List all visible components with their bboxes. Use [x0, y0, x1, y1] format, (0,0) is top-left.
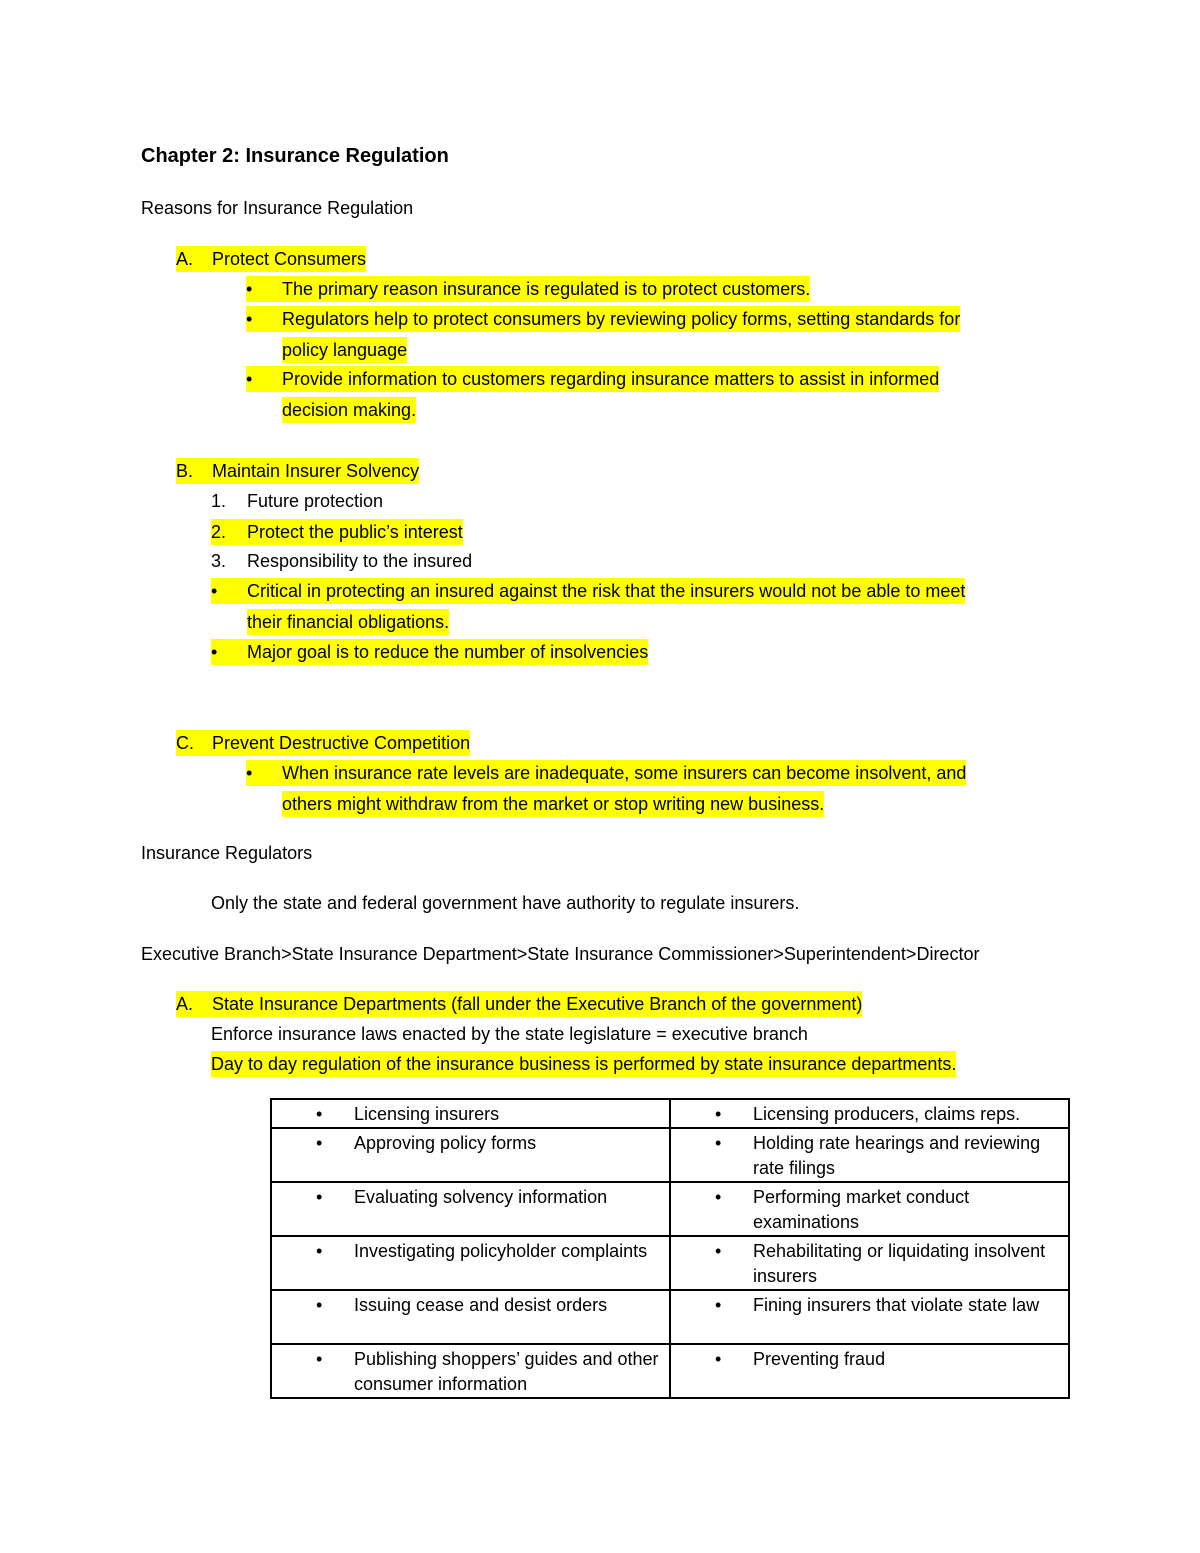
table-cell [670, 1290, 1069, 1344]
item-label: Prevent Destructive Competition [212, 733, 471, 753]
table-cell [670, 1128, 1069, 1182]
table-row [271, 1344, 1069, 1398]
bullet-icon: • [715, 1241, 722, 1261]
bullet-icon: • [211, 578, 247, 604]
list-marker: A. [176, 249, 194, 269]
item-label: Protect Consumers [212, 249, 367, 269]
table-cell [271, 1236, 670, 1290]
numbered-item [211, 519, 463, 545]
table-cell [271, 1290, 670, 1344]
item-label: State Insurance Departments (fall under the Executive Branch of the government) [212, 994, 863, 1014]
cell-text: Licensing producers, claims reps. [753, 1104, 1021, 1124]
cell-text: Issuing cease and desist orders [354, 1295, 608, 1315]
bullet-text: Regulators help to protect consumers by reviewing policy forms, setting standards for [282, 306, 960, 332]
cell-text: Rehabilitating or liquidating insolvent insurers [753, 1241, 1046, 1286]
bullet-icon: • [715, 1295, 722, 1315]
bullet-icon: • [246, 276, 282, 302]
list-marker: A. [176, 994, 194, 1014]
list-marker: C. [176, 733, 194, 753]
list-marker: B. [176, 461, 194, 481]
cell-text: Approving policy forms [354, 1133, 537, 1153]
item-a-protect-consumers [176, 246, 366, 272]
bullet-icon: • [715, 1349, 722, 1369]
bullet-text-continued: their financial obligations. [247, 609, 449, 635]
bullet-text: The primary reason insurance is regulated is to protect customers. [282, 276, 810, 302]
bullet-icon: • [316, 1241, 323, 1261]
table-cell [271, 1182, 670, 1236]
hierarchy-chain: Executive Branch>State Insurance Department>State Insurance Commissioner>Superintendent>Director [141, 944, 980, 964]
department-duties-table [270, 1098, 1070, 1399]
bullet-text-continued: decision making. [282, 397, 416, 423]
table-cell [271, 1128, 670, 1182]
cell-text: Holding rate hearings and reviewing rate filings [753, 1133, 1041, 1178]
enforcement-line: Enforce insurance laws enacted by the state legislature = executive branch [211, 1024, 808, 1044]
section-heading-reasons: Reasons for Insurance Regulation [141, 198, 414, 218]
bullet-text: When insurance rate levels are inadequate, some insurers can become insolvent, and [282, 760, 966, 786]
regulation-line: Day to day regulation of the insurance business is performed by state insurance departments. [211, 1051, 956, 1077]
cell-text: Publishing shoppers’ guides and other consumer information [354, 1349, 659, 1394]
bullet-icon: • [316, 1187, 323, 1207]
table-row [271, 1182, 1069, 1236]
table-cell [670, 1236, 1069, 1290]
numbered-text: Future protection [247, 491, 384, 511]
cell-text: Licensing insurers [354, 1104, 500, 1124]
cell-text: Evaluating solvency information [354, 1187, 608, 1207]
bullet-icon: • [715, 1104, 722, 1124]
bullet-text: Critical in protecting an insured against the risk that the insurers would not be able to meet [247, 578, 965, 604]
bullet-icon: • [316, 1104, 323, 1124]
bullet-text-continued: policy language [282, 337, 407, 363]
item-label: Maintain Insurer Solvency [212, 461, 420, 481]
page-title: Chapter 2: Insurance Regulation [141, 145, 449, 167]
cell-text: Performing market conduct examinations [753, 1187, 970, 1232]
table-cell [670, 1099, 1069, 1128]
numbered-text: Responsibility to the insured [247, 551, 473, 571]
bullet-icon: • [316, 1349, 323, 1369]
table-cell [271, 1099, 670, 1128]
cell-text: Investigating policyholder complaints [354, 1241, 648, 1261]
table-cell [271, 1344, 670, 1398]
number-marker: 1. [211, 491, 227, 511]
numbered-item [211, 488, 383, 514]
bullet-icon: • [316, 1133, 323, 1153]
authority-statement: Only the state and federal government have authority to regulate insurers. [211, 893, 800, 913]
table-row [271, 1236, 1069, 1290]
table-cell [670, 1182, 1069, 1236]
table-row [271, 1128, 1069, 1182]
bullet-icon: • [246, 760, 282, 786]
table-row [271, 1290, 1069, 1344]
bullet-icon: • [246, 306, 282, 332]
bullet-icon: • [316, 1295, 323, 1315]
numbered-item [211, 548, 472, 574]
number-marker: 3. [211, 551, 227, 571]
numbered-text: Protect the public’s interest [247, 522, 463, 542]
cell-text: Fining insurers that violate state law [753, 1295, 1040, 1315]
bullet-text: Provide information to customers regarding insurance matters to assist in informed [282, 366, 939, 392]
bullet-text-continued: others might withdraw from the market or stop writing new business. [282, 791, 824, 817]
item-a-state-departments [176, 991, 862, 1017]
item-b-maintain-solvency [176, 458, 419, 484]
table-row [271, 1099, 1069, 1128]
bullet-icon: • [211, 639, 247, 665]
bullet-icon: • [715, 1187, 722, 1207]
bullet-icon: • [246, 366, 282, 392]
cell-text: Preventing fraud [753, 1349, 886, 1369]
number-marker: 2. [211, 522, 227, 542]
section-heading-regulators: Insurance Regulators [141, 843, 313, 863]
item-c-prevent-competition [176, 730, 470, 756]
bullet-text: Major goal is to reduce the number of insolvencies [247, 639, 648, 665]
bullet-icon: • [715, 1133, 722, 1153]
table-cell [670, 1344, 1069, 1398]
